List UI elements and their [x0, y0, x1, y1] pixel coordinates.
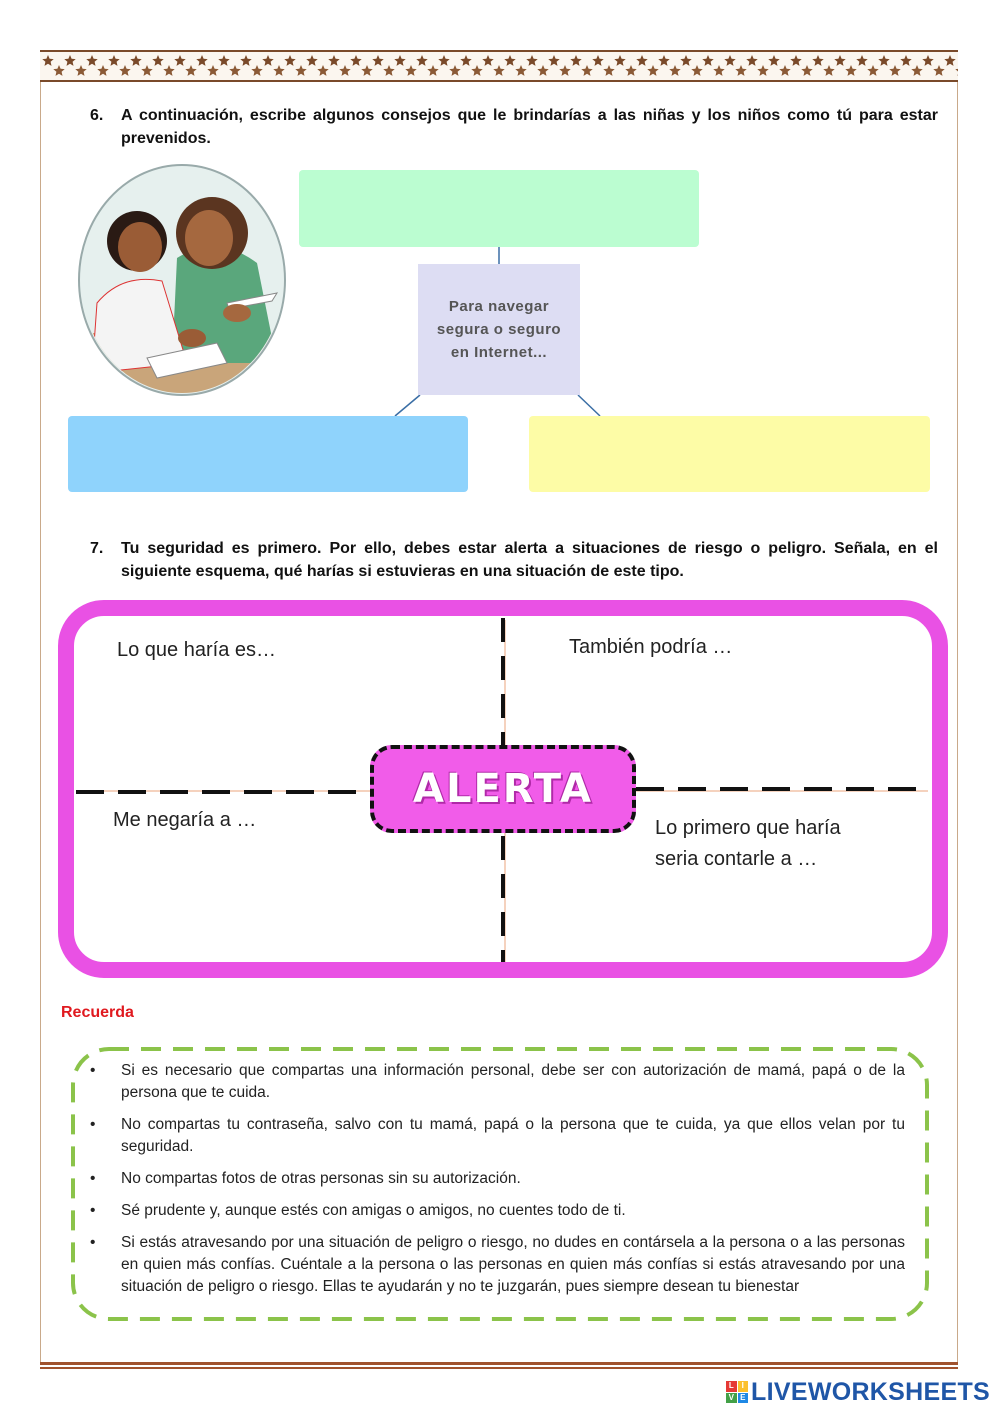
liveworksheets-logo[interactable]	[726, 1377, 990, 1407]
list-item-text: Si estás atravesando por una situación de peligro o riesgo, no dudes en contársela a la persona o a las personas en quien más confías. Cuéntale a la persona o las personas en quien más confías si estás atravesando por una situación de peligro o riesgo. Ellas te ayudarán y no te juzgarán, pues siempre desean tu bienestar	[121, 1234, 905, 1295]
answer-box-left[interactable]	[68, 416, 468, 492]
list-item-text: Sé prudente y, aunque estés con amigas o amigos, no cuentes todo de ti.	[121, 1202, 626, 1219]
list-item	[90, 1232, 905, 1298]
badge-letter: L	[726, 1381, 737, 1392]
badge-letter: I	[738, 1381, 749, 1392]
liveworksheets-badge-icon	[726, 1381, 748, 1403]
answer-box-right[interactable]	[529, 416, 930, 492]
liveworksheets-brand: LIVEWORKSHEETS	[751, 1377, 990, 1406]
bullet-icon: •	[90, 1202, 96, 1219]
quadrant-bottom-right-line2: seria contarle a …	[655, 848, 818, 870]
mindmap-center-box	[418, 264, 580, 395]
quadrant-bottom-left-label: Me negaría a …	[113, 809, 257, 831]
list-item	[90, 1200, 905, 1222]
list-item	[90, 1060, 905, 1104]
answer-box-top[interactable]	[299, 170, 699, 247]
badge-letter: V	[726, 1393, 737, 1404]
badge-letter: E	[738, 1393, 749, 1404]
alert-center-label: ALERTA	[413, 766, 593, 812]
quadrant-top-right-label: También podría …	[569, 636, 733, 658]
reminder-title: Recuerda	[61, 1004, 134, 1021]
question-text: A continuación, escribe algunos consejos que le brindarías a las niñas y los niños como tú para estar prevenidos.	[121, 107, 938, 147]
list-item-text: No compartas fotos de otras personas sin su autorización.	[121, 1170, 521, 1187]
bullet-icon: •	[90, 1170, 96, 1187]
question-text: Tu seguridad es primero. Por ello, debes estar alerta a situaciones de riesgo o peligro. Señala, en el siguiente esquema, qué harías si estuvieras en una situación de este tipo.	[121, 540, 938, 580]
quadrant-top-left-label: Lo que haría es…	[117, 639, 276, 661]
question-number: 7.	[90, 540, 104, 557]
bullet-icon: •	[90, 1116, 96, 1133]
alert-center-badge	[370, 745, 636, 833]
bullet-icon: •	[90, 1062, 96, 1079]
list-item-text: Si es necesario que compartas una información personal, debe ser con autorización de mamá, papá o de la persona que te cuida.	[121, 1062, 905, 1101]
mindmap-center-text: Para navegar segura o seguro en Internet...	[436, 298, 562, 361]
question-7	[90, 537, 938, 583]
quadrant-bottom-right-line1: Lo primero que haría	[655, 817, 841, 839]
reminder-list	[90, 1060, 905, 1308]
list-item-text: No compartas tu contraseña, salvo con tu mamá, papá o la persona que te cuida, ya que ellos velan por tu seguridad.	[121, 1116, 905, 1155]
question-number: 6.	[90, 107, 104, 124]
list-item	[90, 1168, 905, 1190]
list-item	[90, 1114, 905, 1158]
bullet-icon: •	[90, 1234, 96, 1251]
bottom-border	[40, 1362, 958, 1372]
quadrant-bottom-right-label	[655, 813, 841, 875]
